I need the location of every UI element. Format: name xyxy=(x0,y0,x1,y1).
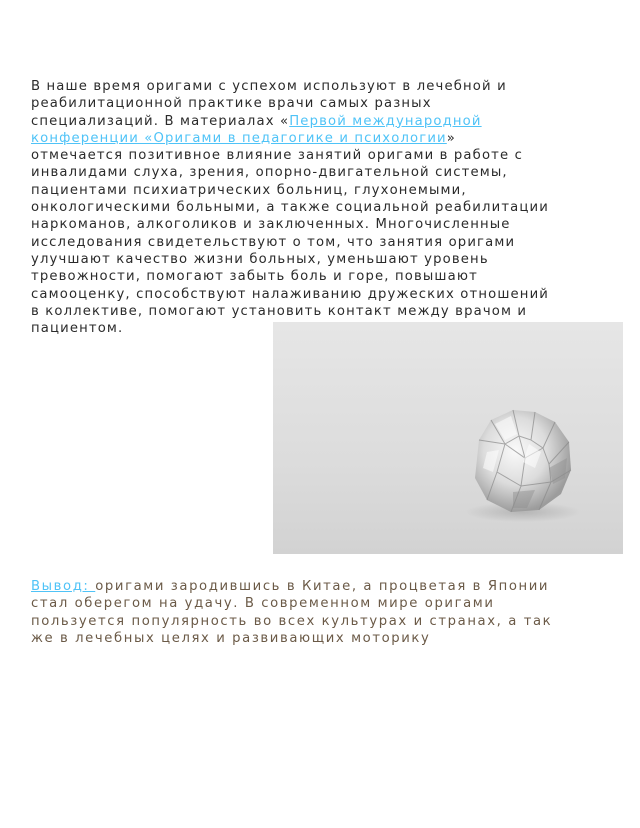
paragraph-text-start: В наше время оригами с успехом используют в лечебной и реабилитационной практике врачи самых разных специализаций. В материалах « xyxy=(31,79,507,129)
conclusion-label[interactable]: Вывод: xyxy=(31,579,96,594)
conference-link[interactable]: Первой международной конференции «Оригами в педагогике и психологии xyxy=(31,113,482,146)
crumpled-paper-ball-photo xyxy=(273,322,623,554)
conclusion-text: оригами зародившись в Китае, а процветая в Японии стал оберегом на удачу. В современном мире оригами пользуется популярность во всех культурах и странах, а так же в лечебных целях и развивающих моторику xyxy=(31,579,553,646)
main-paragraph xyxy=(31,78,551,337)
conclusion-paragraph xyxy=(31,578,571,647)
paragraph-text-end: » отмечается позитивное влияние занятий оригами в работе с инвалидами слуха, зрения, опорно-двигательной системы, пациентами психиатрических больниц, глухонемыми, онкологическими больными, а также социальной реабилитации наркоманов, алкоголиков и заключенных. Многочисленные исследования свидетельствуют о том, что занятия оригами улучшают качество жизни больных, уменьшают уровень тревожности, помогают забыть боль и горе, повышают самооценку, способствуют налаживанию дружеских отношений в коллективе, помогают установить контакт между врачом и пациентом. xyxy=(31,130,550,337)
crumpled-paper-ball-illustration xyxy=(273,322,623,554)
